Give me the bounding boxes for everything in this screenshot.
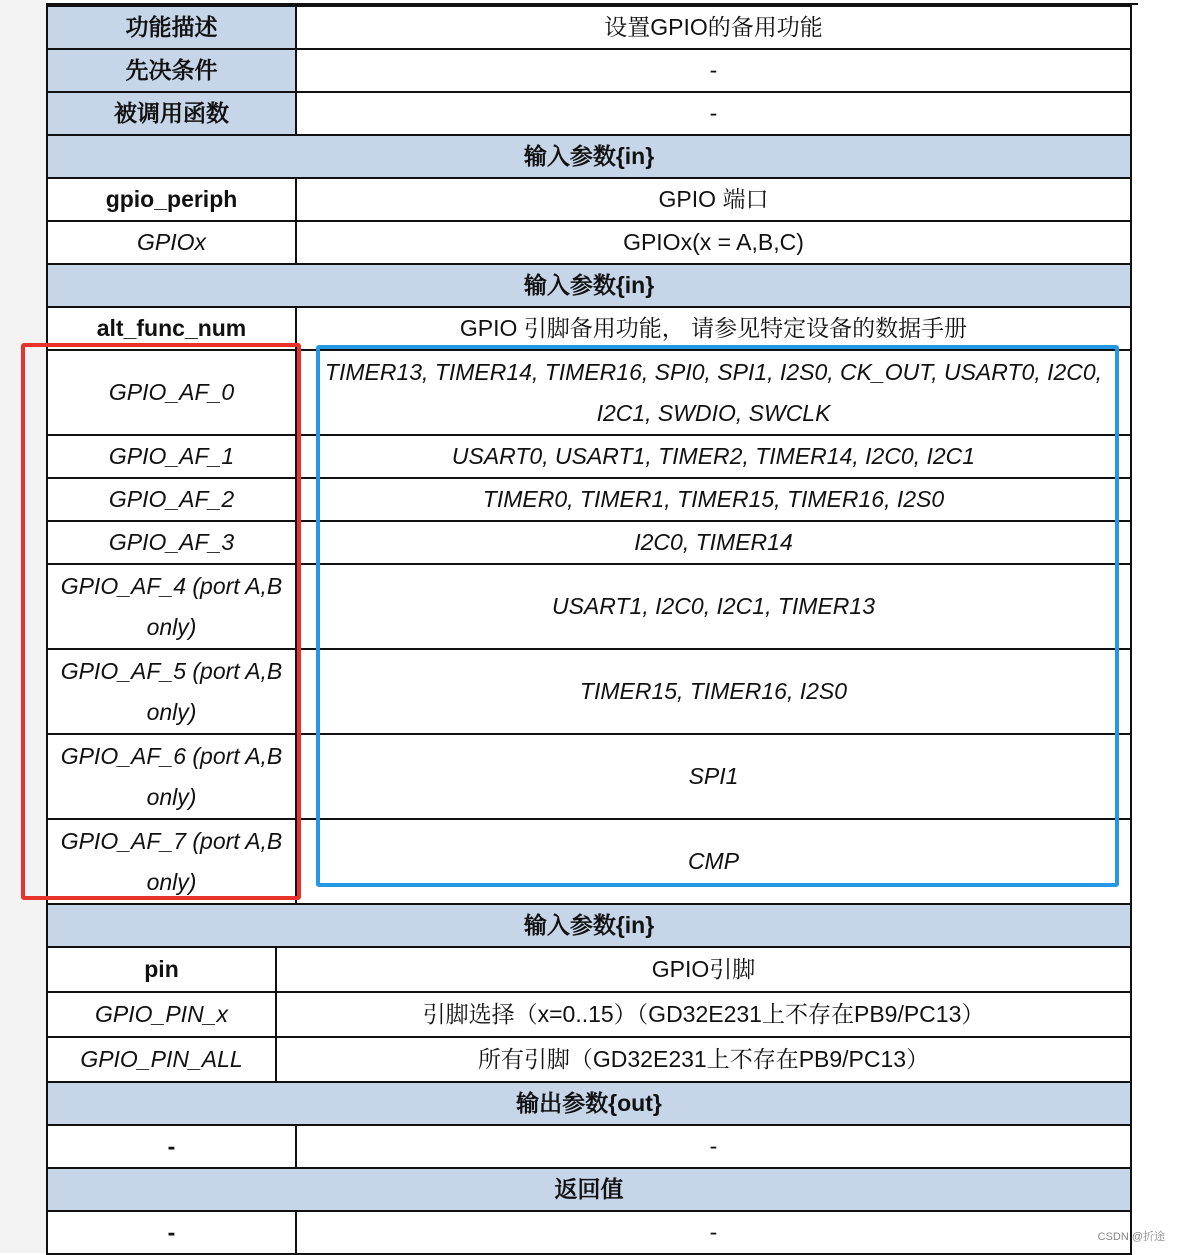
af-name: GPIO_AF_2	[47, 478, 296, 521]
row-pin	[47, 947, 1131, 992]
row-called-functions	[47, 92, 1131, 135]
section-title: 输出参数{out}	[47, 1082, 1131, 1125]
param-name: alt_func_num	[47, 307, 296, 350]
value-name: GPIOx	[47, 221, 296, 264]
watermark: CSDN @折途	[1097, 1231, 1165, 1243]
section-title: 输入参数{in}	[47, 904, 1131, 947]
section-input-3	[47, 904, 1131, 947]
section-title: 输入参数{in}	[47, 135, 1131, 178]
row-gpio-pin-all	[47, 1037, 1131, 1082]
left-margin-strip	[0, 0, 46, 1253]
prereq-label: 先决条件	[47, 49, 296, 92]
pin-x-row	[48, 993, 1130, 1036]
row-gpio-periph	[47, 178, 1131, 221]
row-af-5	[47, 649, 1131, 734]
pin-x-row-cell	[47, 992, 1131, 1037]
out-name: -	[47, 1125, 296, 1168]
row-af-4	[47, 564, 1131, 649]
row-output	[47, 1125, 1131, 1168]
param-name: pin	[48, 948, 276, 991]
section-input-1	[47, 135, 1131, 178]
af-name: GPIO_AF_4 (port A,B only)	[47, 564, 296, 649]
ret-name: -	[47, 1211, 296, 1254]
row-af-2	[47, 478, 1131, 521]
row-prerequisite	[47, 49, 1131, 92]
af-value: TIMER15, TIMER16, I2S0	[296, 649, 1131, 734]
section-output	[47, 1082, 1131, 1125]
row-alt-func-num	[47, 307, 1131, 350]
af-name: GPIO_AF_5 (port A,B only)	[47, 649, 296, 734]
af-name: GPIO_AF_7 (port A,B only)	[47, 819, 296, 904]
af-value: USART0, USART1, TIMER2, TIMER14, I2C0, I2C1	[296, 435, 1131, 478]
pin-all-row	[48, 1038, 1130, 1081]
row-af-3	[47, 521, 1131, 564]
af-value: USART1, I2C0, I2C1, TIMER13	[296, 564, 1131, 649]
param-name: gpio_periph	[47, 178, 296, 221]
pin-row-cell	[47, 947, 1131, 992]
value-name: GPIO_PIN_ALL	[48, 1038, 276, 1081]
row-af-0	[47, 350, 1131, 435]
af-name: GPIO_AF_6 (port A,B only)	[47, 734, 296, 819]
af-value: TIMER13, TIMER14, TIMER16, SPI0, SPI1, I2S0, CK_OUT, USART0, I2C0, I2C1, SWDIO, SWCLK	[296, 350, 1131, 435]
af-name: GPIO_AF_0	[47, 350, 296, 435]
called-value: -	[296, 92, 1131, 135]
pin-all-row-cell	[47, 1037, 1131, 1082]
pin-row	[48, 948, 1130, 991]
row-function-description	[47, 6, 1131, 49]
row-gpio-pin-x	[47, 992, 1131, 1037]
ret-value: -	[296, 1211, 1131, 1254]
row-af-1	[47, 435, 1131, 478]
row-return	[47, 1211, 1131, 1254]
value-desc: 所有引脚（GD32E231上不存在PB9/PC13）	[477, 1046, 930, 1072]
param-desc: GPIO 端口	[296, 178, 1131, 221]
row-af-7	[47, 819, 1131, 904]
gpio-af-function-table	[46, 5, 1132, 1255]
param-desc: GPIO 引脚备用功能， 请参见特定设备的数据手册	[296, 307, 1131, 350]
af-value: SPI1	[296, 734, 1131, 819]
section-title: 返回值	[47, 1168, 1131, 1211]
value-desc: GPIOx(x = A,B,C)	[296, 221, 1131, 264]
func-value: 设置GPIO的备用功能	[296, 6, 1131, 49]
section-title: 输入参数{in}	[47, 264, 1131, 307]
value-name: GPIO_PIN_x	[48, 993, 276, 1036]
row-af-6	[47, 734, 1131, 819]
called-label: 被调用函数	[47, 92, 296, 135]
section-input-2	[47, 264, 1131, 307]
out-value: -	[296, 1125, 1131, 1168]
func-label: 功能描述	[47, 6, 296, 49]
af-value: TIMER0, TIMER1, TIMER15, TIMER16, I2S0	[296, 478, 1131, 521]
prereq-value: -	[296, 49, 1131, 92]
value-desc: 引脚选择（x=0..15）（GD32E231上不存在PB9/PC13）	[422, 1001, 985, 1027]
af-name: GPIO_AF_3	[47, 521, 296, 564]
section-return	[47, 1168, 1131, 1211]
af-value: CMP	[296, 819, 1131, 904]
af-value: I2C0, TIMER14	[296, 521, 1131, 564]
af-name: GPIO_AF_1	[47, 435, 296, 478]
param-desc: GPIO引脚	[651, 956, 756, 982]
row-gpiox	[47, 221, 1131, 264]
